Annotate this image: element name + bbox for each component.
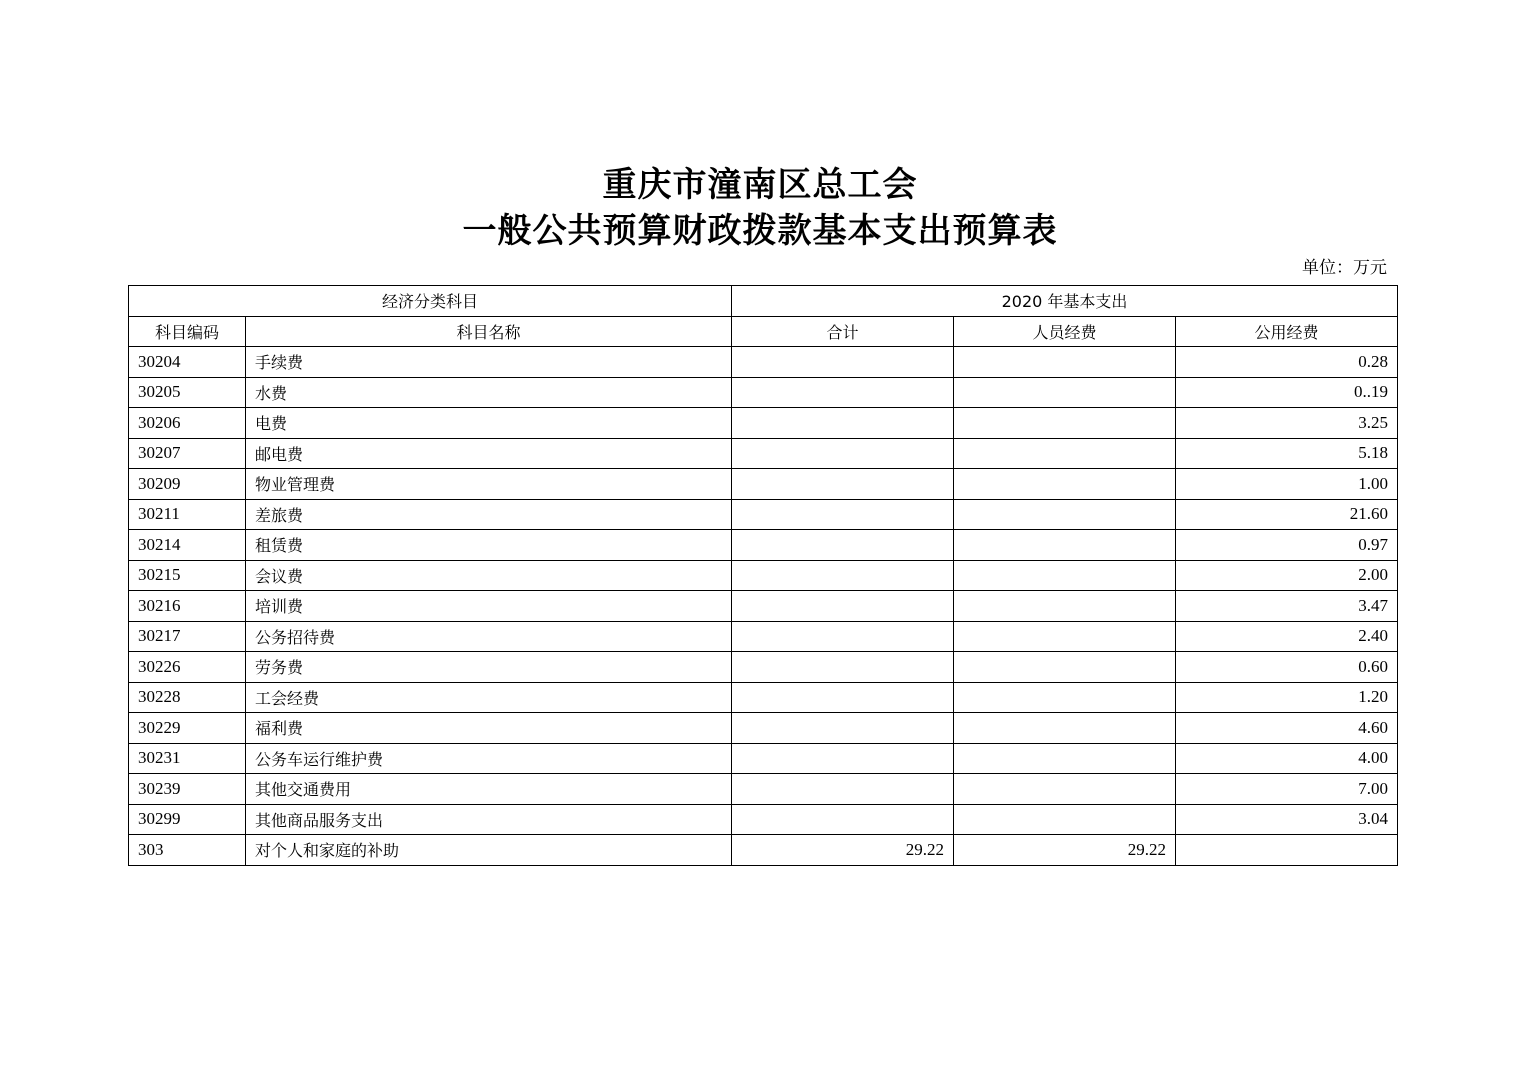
cell-public: 2.00 bbox=[1176, 560, 1398, 591]
cell-personnel bbox=[954, 743, 1176, 774]
cell-public bbox=[1176, 835, 1398, 866]
cell-code: 30217 bbox=[129, 621, 246, 652]
cell-name: 其他商品服务支出 bbox=[246, 804, 732, 835]
table-row bbox=[129, 835, 1398, 866]
cell-personnel bbox=[954, 347, 1176, 378]
cell-total bbox=[732, 652, 954, 683]
cell-public: 0.60 bbox=[1176, 652, 1398, 683]
cell-public: 2.40 bbox=[1176, 621, 1398, 652]
table-row bbox=[129, 530, 1398, 561]
cell-public: 3.25 bbox=[1176, 408, 1398, 439]
cell-name: 物业管理费 bbox=[246, 469, 732, 500]
cell-name: 手续费 bbox=[246, 347, 732, 378]
cell-code: 30207 bbox=[129, 438, 246, 469]
cell-personnel bbox=[954, 774, 1176, 805]
page-subtitle: 一般公共预算财政拨款基本支出预算表 bbox=[462, 211, 1058, 251]
cell-code: 30209 bbox=[129, 469, 246, 500]
cell-total bbox=[732, 499, 954, 530]
table-row bbox=[129, 591, 1398, 622]
cell-name: 公务车运行维护费 bbox=[246, 743, 732, 774]
table-row bbox=[129, 469, 1398, 500]
cell-public: 0..19 bbox=[1176, 377, 1398, 408]
cell-public: 21.60 bbox=[1176, 499, 1398, 530]
cell-total bbox=[732, 530, 954, 561]
table-row bbox=[129, 804, 1398, 835]
column-header-row bbox=[129, 316, 1398, 347]
cell-code: 30216 bbox=[129, 591, 246, 622]
cell-name: 培训费 bbox=[246, 591, 732, 622]
cell-personnel bbox=[954, 682, 1176, 713]
cell-personnel bbox=[954, 408, 1176, 439]
header-public: 公用经费 bbox=[1176, 316, 1398, 347]
cell-total bbox=[732, 743, 954, 774]
table-row bbox=[129, 499, 1398, 530]
table-row bbox=[129, 621, 1398, 652]
cell-public: 5.18 bbox=[1176, 438, 1398, 469]
cell-personnel bbox=[954, 438, 1176, 469]
cell-total bbox=[732, 591, 954, 622]
header-name: 科目名称 bbox=[246, 316, 732, 347]
cell-total bbox=[732, 377, 954, 408]
budget-table bbox=[128, 285, 1398, 866]
cell-personnel bbox=[954, 377, 1176, 408]
cell-code: 30231 bbox=[129, 743, 246, 774]
table-row bbox=[129, 438, 1398, 469]
cell-code: 30205 bbox=[129, 377, 246, 408]
cell-public: 4.60 bbox=[1176, 713, 1398, 744]
table-row bbox=[129, 347, 1398, 378]
page-title: 重庆市潼南区总工会 bbox=[602, 165, 918, 205]
cell-name: 其他交通费用 bbox=[246, 774, 732, 805]
table-row bbox=[129, 377, 1398, 408]
cell-personnel bbox=[954, 469, 1176, 500]
cell-code: 30239 bbox=[129, 774, 246, 805]
header-personnel: 人员经费 bbox=[954, 316, 1176, 347]
cell-code: 30211 bbox=[129, 499, 246, 530]
cell-total bbox=[732, 774, 954, 805]
cell-name: 差旅费 bbox=[246, 499, 732, 530]
cell-public: 4.00 bbox=[1176, 743, 1398, 774]
cell-total bbox=[732, 347, 954, 378]
cell-code: 30204 bbox=[129, 347, 246, 378]
cell-total bbox=[732, 469, 954, 500]
header-code: 科目编码 bbox=[129, 316, 246, 347]
cell-total bbox=[732, 804, 954, 835]
group-header-row bbox=[129, 286, 1398, 317]
cell-code: 30299 bbox=[129, 804, 246, 835]
cell-name: 劳务费 bbox=[246, 652, 732, 683]
cell-code: 30229 bbox=[129, 713, 246, 744]
cell-name: 福利费 bbox=[246, 713, 732, 744]
table-row bbox=[129, 652, 1398, 683]
cell-total bbox=[732, 438, 954, 469]
cell-personnel bbox=[954, 652, 1176, 683]
table-body bbox=[129, 347, 1398, 866]
cell-name: 邮电费 bbox=[246, 438, 732, 469]
cell-code: 30228 bbox=[129, 682, 246, 713]
cell-personnel bbox=[954, 713, 1176, 744]
cell-personnel bbox=[954, 499, 1176, 530]
cell-personnel bbox=[954, 621, 1176, 652]
cell-code: 30206 bbox=[129, 408, 246, 439]
cell-name: 水费 bbox=[246, 377, 732, 408]
table-row bbox=[129, 682, 1398, 713]
cell-total bbox=[732, 713, 954, 744]
cell-public: 1.20 bbox=[1176, 682, 1398, 713]
cell-personnel bbox=[954, 560, 1176, 591]
cell-code: 30214 bbox=[129, 530, 246, 561]
cell-public: 1.00 bbox=[1176, 469, 1398, 500]
cell-personnel bbox=[954, 591, 1176, 622]
cell-total: 29.22 bbox=[732, 835, 954, 866]
header-economic-classification: 经济分类科目 bbox=[129, 286, 732, 317]
table-row bbox=[129, 774, 1398, 805]
cell-code: 30226 bbox=[129, 652, 246, 683]
cell-name: 工会经费 bbox=[246, 682, 732, 713]
cell-total bbox=[732, 682, 954, 713]
unit-label: 单位：万元 bbox=[1302, 258, 1387, 278]
cell-public: 3.04 bbox=[1176, 804, 1398, 835]
header-total: 合计 bbox=[732, 316, 954, 347]
cell-public: 0.97 bbox=[1176, 530, 1398, 561]
cell-name: 会议费 bbox=[246, 560, 732, 591]
table-row bbox=[129, 713, 1398, 744]
cell-name: 对个人和家庭的补助 bbox=[246, 835, 732, 866]
cell-personnel bbox=[954, 530, 1176, 561]
cell-code: 303 bbox=[129, 835, 246, 866]
table-row bbox=[129, 560, 1398, 591]
header-basic-expenditure: 2020 年基本支出 bbox=[732, 286, 1398, 317]
cell-total bbox=[732, 560, 954, 591]
cell-public: 0.28 bbox=[1176, 347, 1398, 378]
table-row bbox=[129, 408, 1398, 439]
cell-total bbox=[732, 621, 954, 652]
cell-name: 公务招待费 bbox=[246, 621, 732, 652]
cell-name: 租赁费 bbox=[246, 530, 732, 561]
table-row bbox=[129, 743, 1398, 774]
cell-code: 30215 bbox=[129, 560, 246, 591]
cell-name: 电费 bbox=[246, 408, 732, 439]
cell-personnel: 29.22 bbox=[954, 835, 1176, 866]
cell-public: 3.47 bbox=[1176, 591, 1398, 622]
cell-public: 7.00 bbox=[1176, 774, 1398, 805]
cell-personnel bbox=[954, 804, 1176, 835]
cell-total bbox=[732, 408, 954, 439]
